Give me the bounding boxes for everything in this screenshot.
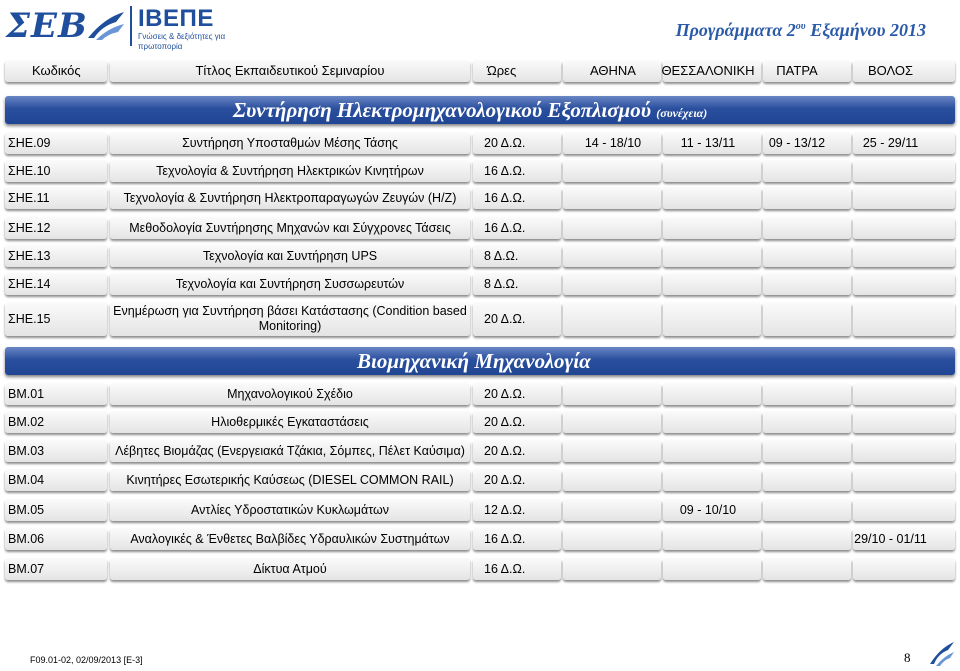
page-number: 8 xyxy=(904,650,911,665)
table-row xyxy=(0,528,960,552)
course-hours: 12 Δ.Ω. xyxy=(484,503,526,517)
ibepe-tagline: Γνώσεις & δεξιότητες για πρωτοπορία xyxy=(138,32,226,51)
course-hours: 16 Δ.Ω. xyxy=(484,191,526,205)
date-thessaloniki: 11 - 13/11 xyxy=(680,136,736,150)
course-hours: 16 Δ.Ω. xyxy=(484,562,526,576)
course-title: Ηλιοθερμικές Εγκαταστάσεις xyxy=(211,415,369,429)
date-thessaloniki: 09 - 10/10 xyxy=(679,503,737,517)
course-code: ΒΜ.03 xyxy=(8,444,45,458)
table-row xyxy=(0,440,960,464)
course-hours: 16 Δ.Ω. xyxy=(484,532,526,546)
course-code: ΒΜ.01 xyxy=(8,387,45,401)
course-title: Τεχνολογία & Συντήρηση Ηλεκτρικών Κινητήρων xyxy=(156,164,424,178)
section-banner-industrial-mechanics xyxy=(5,347,955,375)
course-hours: 20 Δ.Ω. xyxy=(484,136,526,150)
course-hours: 16 Δ.Ω. xyxy=(484,221,526,235)
footer-doc-code: F09.01-02, 02/09/2013 [E-3] xyxy=(30,655,143,665)
col-title: Τίτλος Εκπαιδευτικού Σεμιναρίου xyxy=(195,63,385,78)
seb-arrows-icon xyxy=(86,8,126,44)
col-hours: Ώρες xyxy=(487,63,517,78)
course-hours: 16 Δ.Ω. xyxy=(484,164,526,178)
course-hours: 20 Δ.Ω. xyxy=(484,444,526,458)
date-athens: 14 - 18/10 xyxy=(584,136,642,150)
date-patra: 09 - 13/12 xyxy=(768,136,826,150)
course-code: ΣΗΕ.10 xyxy=(8,164,51,178)
section-title: Βιομηχανική Μηχανολογία xyxy=(357,349,591,373)
course-code: ΒΜ.04 xyxy=(8,473,45,487)
course-title: Δίκτυα Ατμού xyxy=(253,562,327,576)
course-hours: 20 Δ.Ω. xyxy=(484,312,526,326)
course-title: Μεθοδολογία Συντήρησης Μηχανών και Σύγχρονες Τάσεις xyxy=(129,221,451,235)
col-patra: ΠΑΤΡΑ xyxy=(776,63,818,78)
course-title: Συντήρηση Υποσταθμών Μέσης Τάσης xyxy=(182,136,398,150)
seb-logo-text: ΣΕΒ xyxy=(6,6,88,46)
course-code: ΒΜ.06 xyxy=(8,532,45,546)
course-code: ΒΜ.02 xyxy=(8,415,45,429)
course-code: ΣΗΕ.12 xyxy=(8,221,51,235)
section-title: Συντήρηση Ηλεκτρομηχανολογικού Εξοπλισμού (συνέχεια) xyxy=(233,98,708,122)
table-row xyxy=(0,217,960,241)
table-row xyxy=(0,499,960,523)
table-row xyxy=(0,411,960,435)
course-hours: 20 Δ.Ω. xyxy=(484,387,526,401)
table-row xyxy=(0,302,960,338)
course-title: Τεχνολογία και Συντήρηση UPS xyxy=(202,249,378,263)
table-row xyxy=(0,273,960,297)
course-code: ΣΗΕ.11 xyxy=(8,191,50,205)
course-title: Τεχνολογία & Συντήρηση Ηλεκτροπαραγωγών Ζευγών (Η/Ζ) xyxy=(123,191,457,205)
col-code: Κωδικός xyxy=(32,63,81,78)
program-title: Προγράμματα $2^{o\upsilon}$ Εξαμήνου 2013 xyxy=(675,20,926,40)
seb-logo xyxy=(6,8,124,44)
course-title: Τεχνολογία και Συντήρηση Συσσωρευτών xyxy=(175,277,405,291)
course-code: ΣΗΕ.09 xyxy=(8,136,51,150)
ibepe-logo xyxy=(130,5,270,51)
table-row xyxy=(0,558,960,582)
course-hours: 20 Δ.Ω. xyxy=(484,415,526,429)
course-code: ΒΜ.07 xyxy=(8,562,45,576)
table-row xyxy=(0,187,960,211)
date-volos: 29/10 - 01/11 xyxy=(854,532,927,546)
table-row xyxy=(0,383,960,407)
course-code: ΒΜ.05 xyxy=(8,503,45,517)
course-title: Κινητήρες Εσωτερικής Καύσεως (DIESEL COMMON RAIL) xyxy=(126,473,454,487)
course-code: ΣΗΕ.13 xyxy=(8,249,51,263)
course-title: Αναλογικές & Ένθετες Βαλβίδες Υδραυλικών Συστημάτων xyxy=(130,532,450,546)
course-code: ΣΗΕ.15 xyxy=(8,312,51,326)
course-title: Λέβητες Βιομάζας (Ενεργειακά Τζάκια, Σόμπες, Πέλετ Καύσιμα) xyxy=(115,444,465,458)
date-volos: 25 - 29/11 xyxy=(862,136,919,150)
table-row xyxy=(0,469,960,493)
course-title: Ενημέρωση για Συντήρηση βάσει Κατάστασης (Condition based Monitoring) xyxy=(113,304,467,333)
course-hours: 8 Δ.Ω. xyxy=(484,277,519,291)
course-title: Μηχανολογικού Σχέδιο xyxy=(227,387,353,401)
col-athens: ΑΘΗΝΑ xyxy=(590,63,636,78)
table-row xyxy=(0,160,960,184)
col-volos: ΒΟΛΟΣ xyxy=(867,63,914,78)
col-thessaloniki: ΘΕΣΣΑΛΟΝΙΚΗ xyxy=(661,63,755,78)
ibepe-logo-text: ΙΒΕΠΕ xyxy=(138,5,214,32)
course-title: Αντλίες Υδροστατικών Κυκλωμάτων xyxy=(191,503,389,517)
course-hours: 8 Δ.Ω. xyxy=(484,249,519,263)
course-code: ΣΗΕ.14 xyxy=(8,277,51,291)
seb-arrows-icon xyxy=(928,640,956,668)
section-banner-maintenance xyxy=(5,96,955,124)
course-hours: 20 Δ.Ω. xyxy=(484,473,526,487)
table-row xyxy=(0,245,960,269)
column-header-row xyxy=(0,60,960,84)
table-row xyxy=(0,132,960,156)
